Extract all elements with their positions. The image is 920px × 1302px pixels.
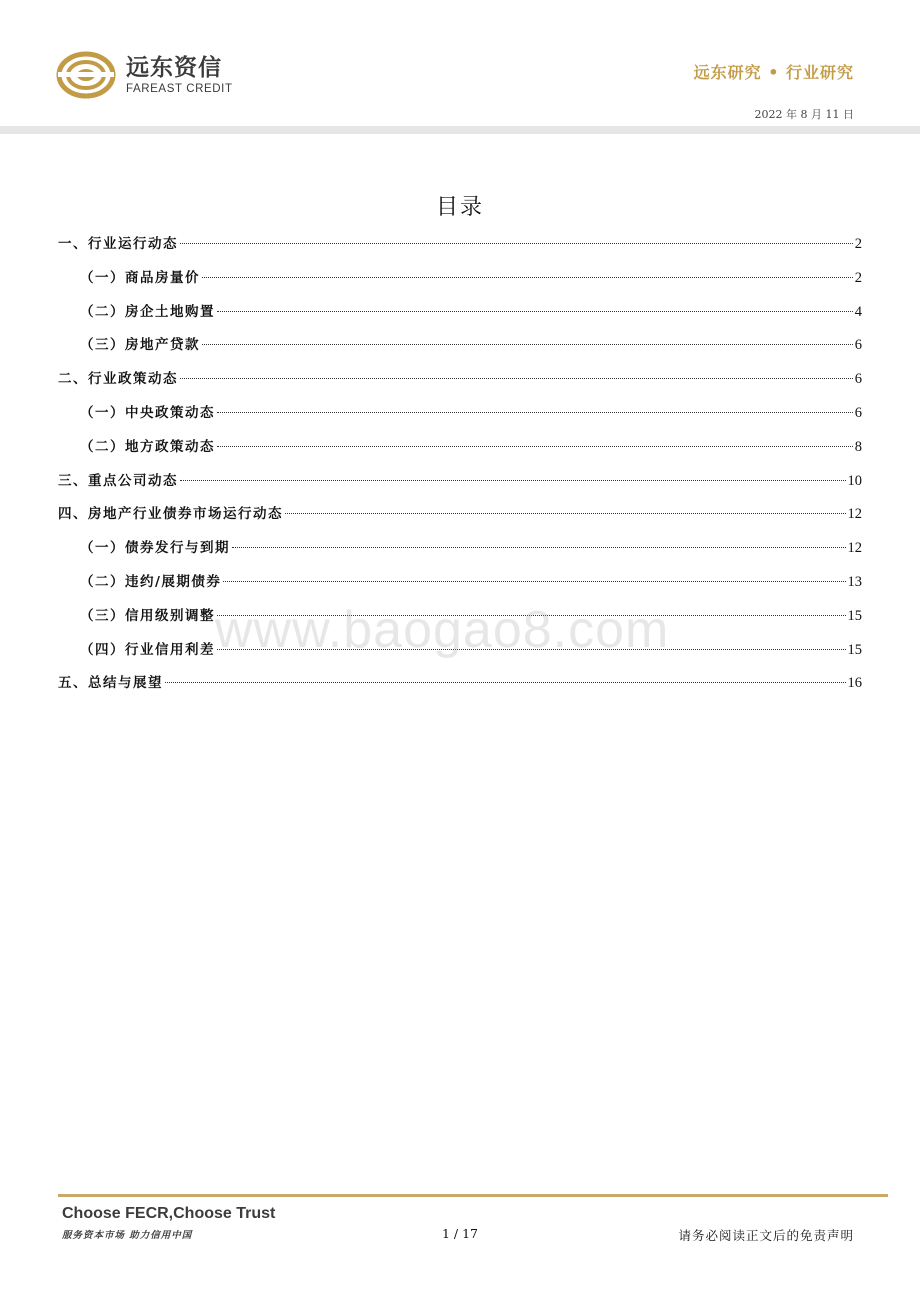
toc-entry-page: 15 xyxy=(847,641,862,658)
toc-dot-leader xyxy=(165,682,846,683)
toc-entry[interactable] xyxy=(58,435,862,469)
page-number: 1 / 17 xyxy=(441,1226,479,1241)
toc-entry-page: 6 xyxy=(854,337,862,354)
toc-entry-label: 五、总结与展望 xyxy=(58,675,163,692)
toc-entry[interactable] xyxy=(58,300,862,334)
table-of-contents xyxy=(58,232,862,705)
toc-dot-leader xyxy=(217,649,846,650)
toc-entry-label: （三）信用级别调整 xyxy=(80,607,215,624)
toc-entry-page: 10 xyxy=(847,472,862,489)
toc-entry-label: （二）违约/展期债券 xyxy=(80,573,222,590)
header-divider xyxy=(0,126,920,134)
toc-dot-leader xyxy=(217,311,853,312)
toc-entry-page: 6 xyxy=(854,404,862,421)
watermark: www.baogao8.com xyxy=(215,601,670,659)
toc-entry[interactable] xyxy=(58,367,862,401)
toc-entry-page: 12 xyxy=(847,506,862,523)
toc-entry[interactable] xyxy=(58,536,862,570)
toc-entry-label: 二、行业政策动态 xyxy=(58,371,178,388)
toc-dot-leader xyxy=(180,243,853,244)
toc-title: 目录 xyxy=(435,195,484,220)
toc-entry-label: （一）中央政策动态 xyxy=(80,404,215,421)
toc-entry-label: （一）债券发行与到期 xyxy=(80,540,230,557)
toc-dot-leader xyxy=(202,277,853,278)
toc-dot-leader xyxy=(180,480,846,481)
footer-slogan-english: Choose FECR,Choose Trust xyxy=(62,1205,276,1222)
footer-slogan-chinese: 服务资本市场 助力信用中国 xyxy=(62,1230,193,1241)
toc-entry-label: 三、重点公司动态 xyxy=(58,472,178,489)
toc-entry-label: （三）房地产贷款 xyxy=(80,337,200,354)
toc-dot-leader xyxy=(202,344,853,345)
logo-english-name: FAREAST CREDIT xyxy=(126,83,233,95)
toc-entry[interactable] xyxy=(58,266,862,300)
toc-entry-page: 16 xyxy=(847,675,862,692)
toc-entry-page: 2 xyxy=(854,236,862,252)
toc-dot-leader xyxy=(217,446,853,447)
toc-entry-label: （二）房企土地购置 xyxy=(80,303,215,320)
toc-entry-page: 8 xyxy=(854,438,862,455)
company-logo xyxy=(56,50,233,100)
toc-entry[interactable] xyxy=(58,401,862,435)
fareast-credit-logo-icon xyxy=(56,50,116,100)
toc-entry[interactable] xyxy=(58,671,862,705)
toc-entry-page: 12 xyxy=(847,540,862,557)
disclaimer-note: 请务必阅读正文后的免责声明 xyxy=(678,1228,854,1243)
toc-entry[interactable] xyxy=(58,333,862,367)
logo-chinese-name: 远东资信 xyxy=(126,55,222,81)
toc-entry-label: （一）商品房量价 xyxy=(80,269,200,286)
toc-entry-page: 6 xyxy=(854,371,862,388)
toc-dot-leader xyxy=(217,615,846,616)
footer-divider xyxy=(58,1194,888,1197)
toc-entry-label: （二）地方政策动态 xyxy=(80,438,215,455)
toc-entry[interactable] xyxy=(58,232,862,266)
toc-dot-leader xyxy=(285,513,846,514)
toc-entry[interactable] xyxy=(58,469,862,503)
toc-entry-page: 15 xyxy=(847,607,862,624)
toc-dot-leader xyxy=(223,581,845,582)
toc-dot-leader xyxy=(180,378,853,379)
toc-entry-page: 13 xyxy=(847,573,862,590)
toc-dot-leader xyxy=(217,412,853,413)
report-section-label: 远东研究 • 行业研究 xyxy=(693,63,854,82)
toc-entry-page: 4 xyxy=(854,303,862,320)
report-date: 2022 年 8 月 11 日 xyxy=(754,108,854,121)
page-header xyxy=(0,0,920,134)
toc-entry-label: 一、行业运行动态 xyxy=(58,236,178,252)
toc-entry-label: 四、房地产行业债券市场运行动态 xyxy=(58,506,283,523)
toc-dot-leader xyxy=(232,547,846,548)
toc-entry[interactable] xyxy=(58,604,862,638)
toc-entry-label: （四）行业信用利差 xyxy=(80,641,215,658)
toc-entry[interactable] xyxy=(58,570,862,604)
toc-entry[interactable] xyxy=(58,638,862,672)
toc-entry-page: 2 xyxy=(854,269,862,286)
toc-entry[interactable] xyxy=(58,502,862,536)
